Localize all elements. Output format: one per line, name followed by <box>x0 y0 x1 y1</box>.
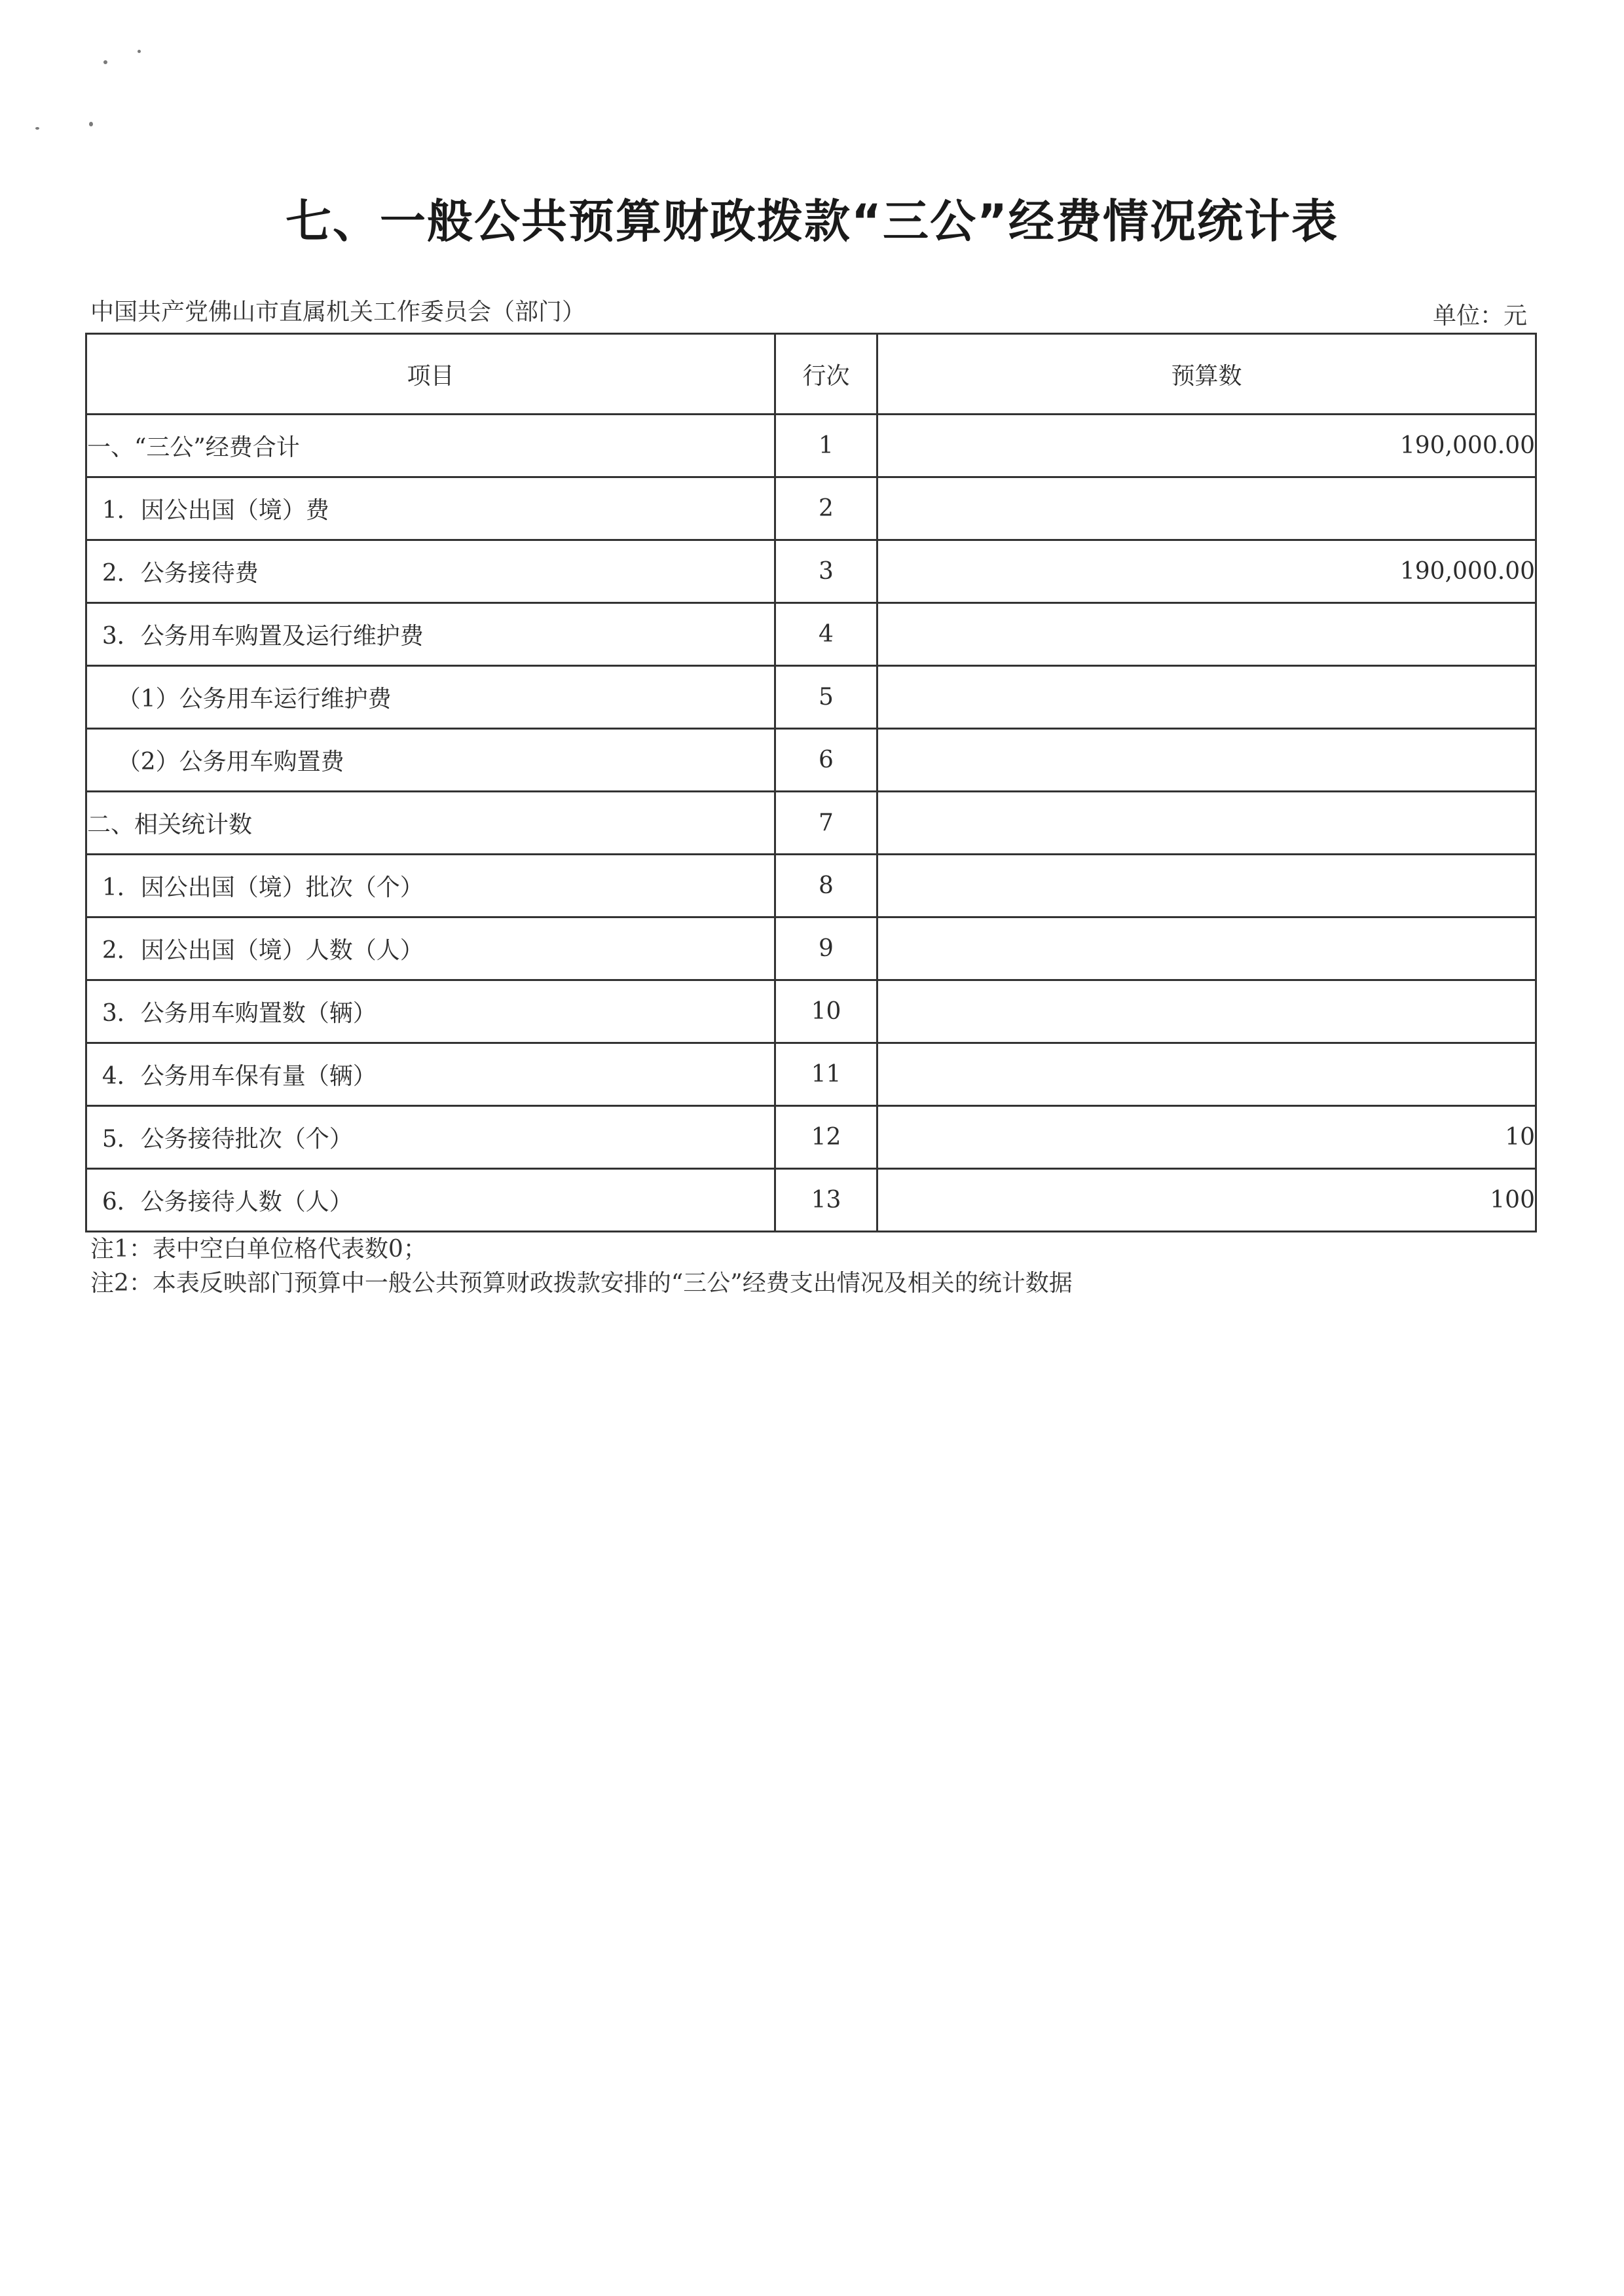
row-amount: 190,000.00 <box>877 415 1536 477</box>
row-amount <box>877 980 1536 1043</box>
table-row <box>86 540 1536 603</box>
row-amount <box>877 729 1536 792</box>
scan-speck <box>89 122 93 126</box>
row-line: 13 <box>775 1169 877 1232</box>
row-line: 12 <box>775 1106 877 1169</box>
row-item: （2）公务用车购置费 <box>86 729 775 792</box>
row-item: 2．因公出国（境）人数（人） <box>86 917 775 980</box>
row-amount <box>877 792 1536 855</box>
row-item: 1．因公出国（境）批次（个） <box>86 855 775 917</box>
table-row <box>86 1169 1536 1232</box>
scan-speck <box>138 50 141 53</box>
row-line: 6 <box>775 729 877 792</box>
scan-speck <box>103 60 107 64</box>
row-line: 2 <box>775 477 877 540</box>
row-amount: 190,000.00 <box>877 540 1536 603</box>
row-item: （1）公务用车运行维护费 <box>86 666 775 729</box>
row-item: 5．公务接待批次（个） <box>86 1106 775 1169</box>
table-row <box>86 1106 1536 1169</box>
table-row <box>86 1043 1536 1106</box>
scan-speck <box>35 127 39 130</box>
table-row <box>86 792 1536 855</box>
row-line: 4 <box>775 603 877 666</box>
row-item: 4．公务用车保有量（辆） <box>86 1043 775 1106</box>
row-item: 一、“三公”经费合计 <box>86 415 775 477</box>
table-row <box>86 917 1536 980</box>
table-row <box>86 666 1536 729</box>
row-amount: 100 <box>877 1169 1536 1232</box>
row-item: 1．因公出国（境）费 <box>86 477 775 540</box>
row-line: 3 <box>775 540 877 603</box>
header-line: 行次 <box>775 334 877 415</box>
table-row <box>86 729 1536 792</box>
header-item: 项目 <box>86 334 775 415</box>
row-line: 8 <box>775 855 877 917</box>
table-row <box>86 855 1536 917</box>
row-line: 5 <box>775 666 877 729</box>
row-line: 10 <box>775 980 877 1043</box>
row-item: 二、相关统计数 <box>86 792 775 855</box>
table-row <box>86 980 1536 1043</box>
header-amount: 预算数 <box>877 334 1536 415</box>
row-item: 3．公务用车购置数（辆） <box>86 980 775 1043</box>
row-amount: 10 <box>877 1106 1536 1169</box>
row-item: 6．公务接待人数（人） <box>86 1169 775 1232</box>
row-line: 9 <box>775 917 877 980</box>
row-amount <box>877 917 1536 980</box>
row-line: 1 <box>775 415 877 477</box>
table-row <box>86 477 1536 540</box>
unit-label: 单位：元 <box>1432 303 1527 329</box>
row-amount <box>877 855 1536 917</box>
footnote-2: 注2：本表反映部门预算中一般公共预算财政拨款安排的“三公”经费支出情况及相关的统计数据 <box>90 1270 1073 1297</box>
row-amount <box>877 666 1536 729</box>
table-row <box>86 603 1536 666</box>
row-item: 3．公务用车购置及运行维护费 <box>86 603 775 666</box>
table-row <box>86 415 1536 477</box>
row-amount <box>877 1043 1536 1106</box>
footnotes <box>90 1232 1073 1301</box>
row-line: 11 <box>775 1043 877 1106</box>
row-item: 2．公务接待费 <box>86 540 775 603</box>
row-amount <box>877 477 1536 540</box>
footnote-1: 注1：表中空白单位格代表数0； <box>90 1236 427 1263</box>
expense-table <box>85 333 1537 1232</box>
department-name: 中国共产党佛山市直属机关工作委员会（部门） <box>90 299 586 325</box>
row-amount <box>877 603 1536 666</box>
row-line: 7 <box>775 792 877 855</box>
page-title: 七、一般公共预算财政拨款“三公”经费情况统计表 <box>285 194 1338 248</box>
table-header-row <box>86 334 1536 415</box>
